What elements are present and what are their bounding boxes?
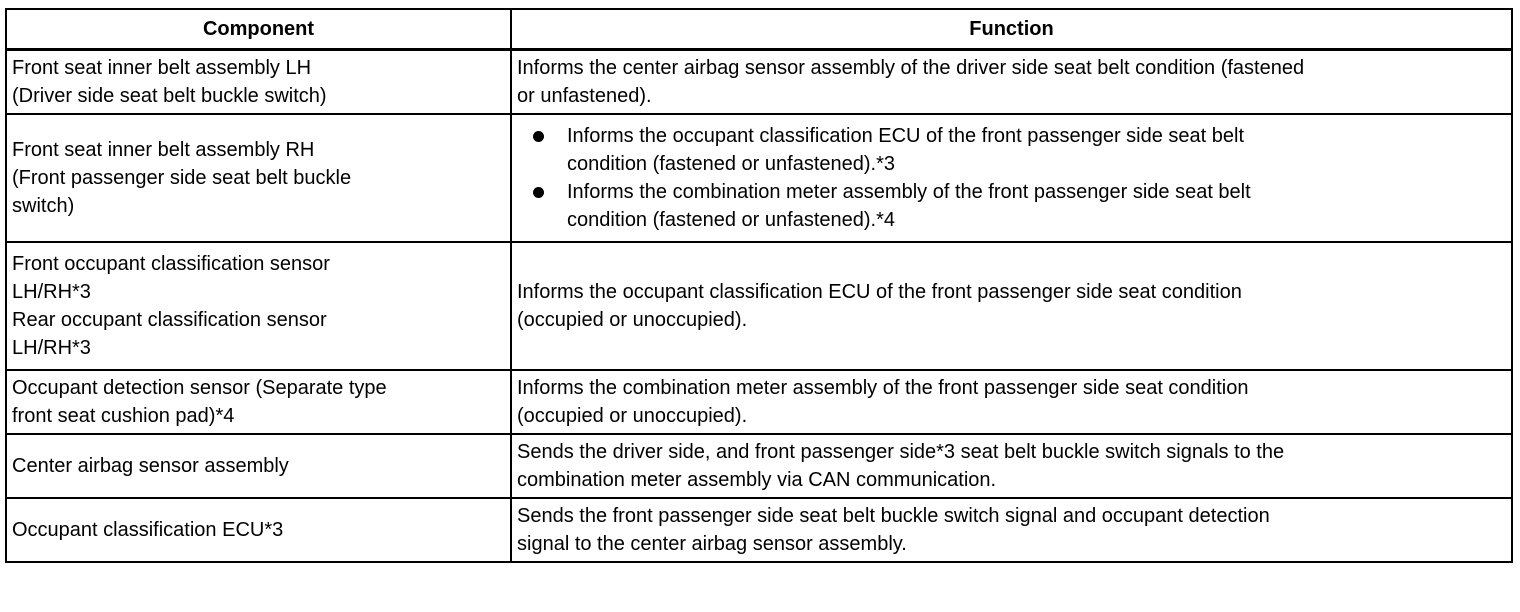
table-row [6, 498, 1512, 562]
header-function: Function [511, 9, 1512, 50]
table-row [6, 114, 1512, 242]
bullet-icon [533, 187, 544, 198]
component-cell: Occupant detection sensor (Separate type front seat cushion pad)*4 [6, 370, 511, 434]
bullet-icon [533, 131, 544, 142]
component-cell: Occupant classification ECU*3 [6, 498, 511, 562]
header-row [6, 9, 1512, 50]
component-cell: Front occupant classification sensor LH/RH*3 Rear occupant classification sensor LH/RH*3 [6, 242, 511, 370]
table-row [6, 50, 1512, 115]
table-row [6, 242, 1512, 370]
function-cell: Informs the center airbag sensor assembly of the driver side seat belt condition (fastened or unfastened). [511, 50, 1512, 115]
component-cell: Front seat inner belt assembly RH (Front passenger side seat belt buckle switch) [6, 114, 511, 242]
header-component: Component [6, 9, 511, 50]
function-cell: Sends the driver side, and front passenger side*3 seat belt buckle switch signals to the combination meter assembly via CAN communication. [511, 434, 1512, 498]
table-row [6, 434, 1512, 498]
function-bullet-list [517, 122, 1505, 234]
list-item: Informs the combination meter assembly of the front passenger side seat belt condition (fastened or unfastened).*4 [517, 178, 1505, 234]
component-cell: Front seat inner belt assembly LH (Driver side seat belt buckle switch) [6, 50, 511, 115]
document-page [5, 8, 1513, 563]
table-row [6, 370, 1512, 434]
function-cell [511, 114, 1512, 242]
function-cell: Informs the combination meter assembly of the front passenger side seat condition (occupied or unoccupied). [511, 370, 1512, 434]
component-function-table [5, 8, 1513, 563]
function-cell: Sends the front passenger side seat belt buckle switch signal and occupant detection signal to the center airbag sensor assembly. [511, 498, 1512, 562]
function-cell: Informs the occupant classification ECU of the front passenger side seat condition (occupied or unoccupied). [511, 242, 1512, 370]
list-item: Informs the occupant classification ECU of the front passenger side seat belt condition (fastened or unfastened).*3 [517, 122, 1505, 178]
component-cell: Center airbag sensor assembly [6, 434, 511, 498]
